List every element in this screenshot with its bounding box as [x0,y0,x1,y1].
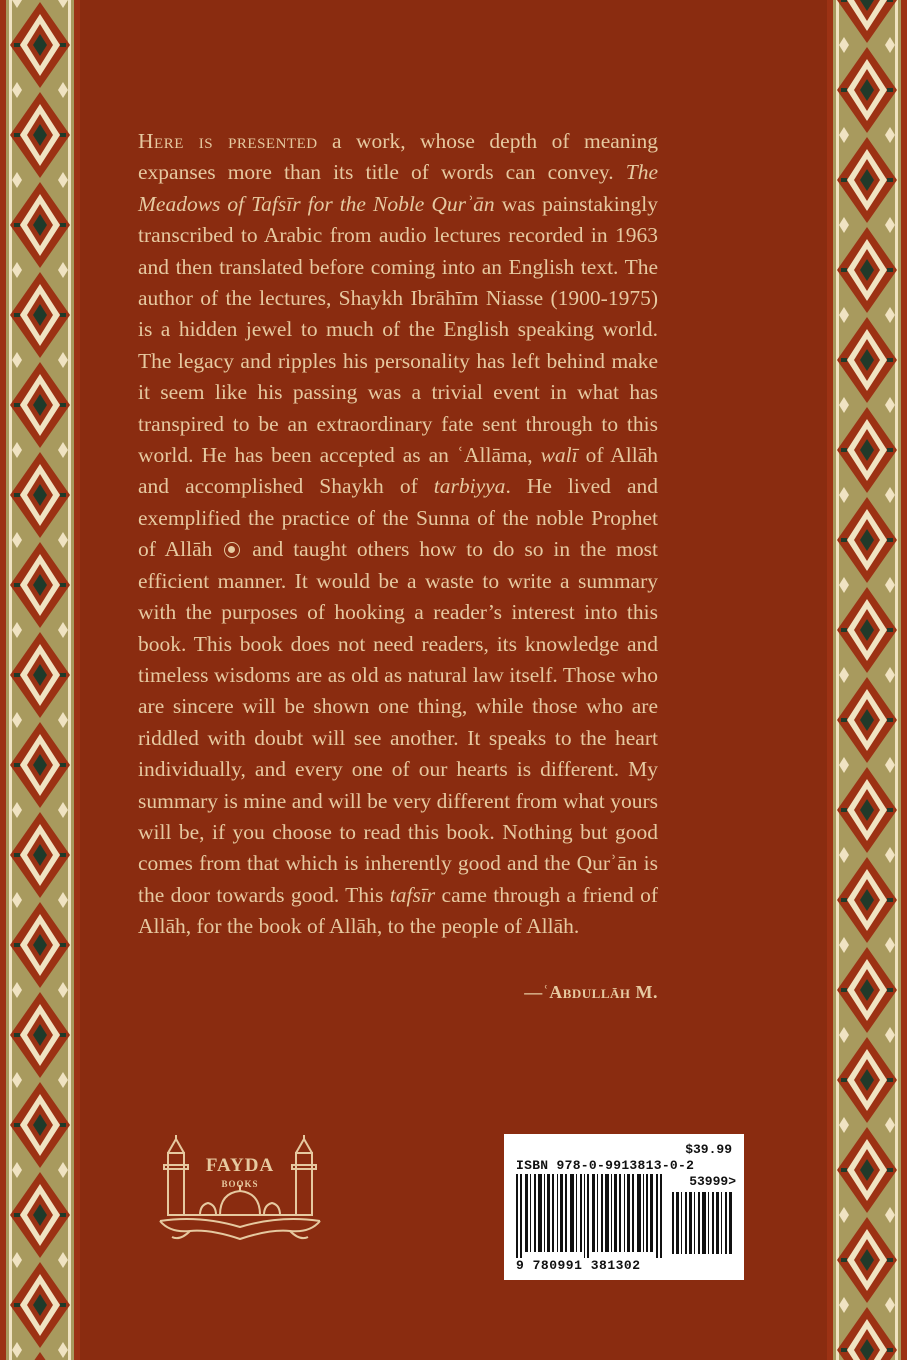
left-border-pattern-icon [0,0,80,1360]
addon-barcode-icon [672,1192,734,1254]
blurb-sentence-5: and taught others how to do so in the most efficient manner. It would be a waste to write a summary with the purposes of hooking a reader’s interest into this book. This book does not need readers, its knowledge and timeless wisdoms are as old as natural law itself. Those who are sincere will be shown one thing, while those who are riddled with doubt will see another. It speaks to the heart individually, and every one of our hearts is different. My summary is mine and will be very different from what yours will be, if you choose to read this book. Nothing but good comes from that which is inherently good and the Qurʾān is the door towards good. This [138,537,658,907]
author-signature: —ʿAbdullāh M. [524,982,658,1002]
blurb-lead: Here is presented [138,129,318,153]
tafsir-italic: tafsīr [389,882,436,907]
isbn-digits: 9 780991 381302 [516,1258,641,1273]
book-title-italic: The Meadows of Tafsīr for the Noble Qurʾān [138,160,658,216]
barcode-icon [516,1174,666,1258]
publisher-sub: BOOKS [221,1179,259,1189]
publisher-logo [150,1135,330,1245]
blurb-sentence-4: . He lived and exemplified the practice of the Sunna of the noble Prophet of Allāh [138,474,658,562]
price-text: $39.99 [685,1142,732,1157]
mosque-minarets-book-icon [150,1135,330,1245]
blurb-text [138,126,658,943]
left-ornamental-border [0,0,80,1360]
blurb-sentence-3: of Allāh and accomplished Shaykh of [138,443,658,499]
wali-italic: walī [540,443,578,468]
right-border-pattern-icon [827,0,907,1360]
isbn-barcode-label [504,1134,744,1280]
price-addon-code: 53999> [689,1174,736,1189]
publisher-name: FAYDA [205,1155,275,1176]
right-ornamental-border [827,0,907,1360]
tarbiyya-italic: tarbiyya [433,474,506,499]
isbn-text: ISBN 978-0-9913813-0-2 [516,1158,695,1173]
salutation-seal-icon [224,542,240,558]
blurb-sentence-2: was painstakingly transcribed to Arabic from audio lectures recorded in 1963 and then translated before coming into an English text. The author of the lectures, Shaykh Ibrāhīm Niasse (1900-1975) is a hidden jewel to much of the English speaking world. The legacy and ripples his personality has left behind make it seem like his passing was a trivial event in what has transpired to be an extraordinary fate sent through to this world. He has been accepted as an ʿAllāma, [138,191,658,468]
blurb-sentence-1: a work, whose depth of meaning expanses more than its title of words can convey. [138,129,659,185]
blurb-sentence-6: came through a friend of Allāh, for the book of Allāh, to the people of Allāh. [138,882,658,939]
